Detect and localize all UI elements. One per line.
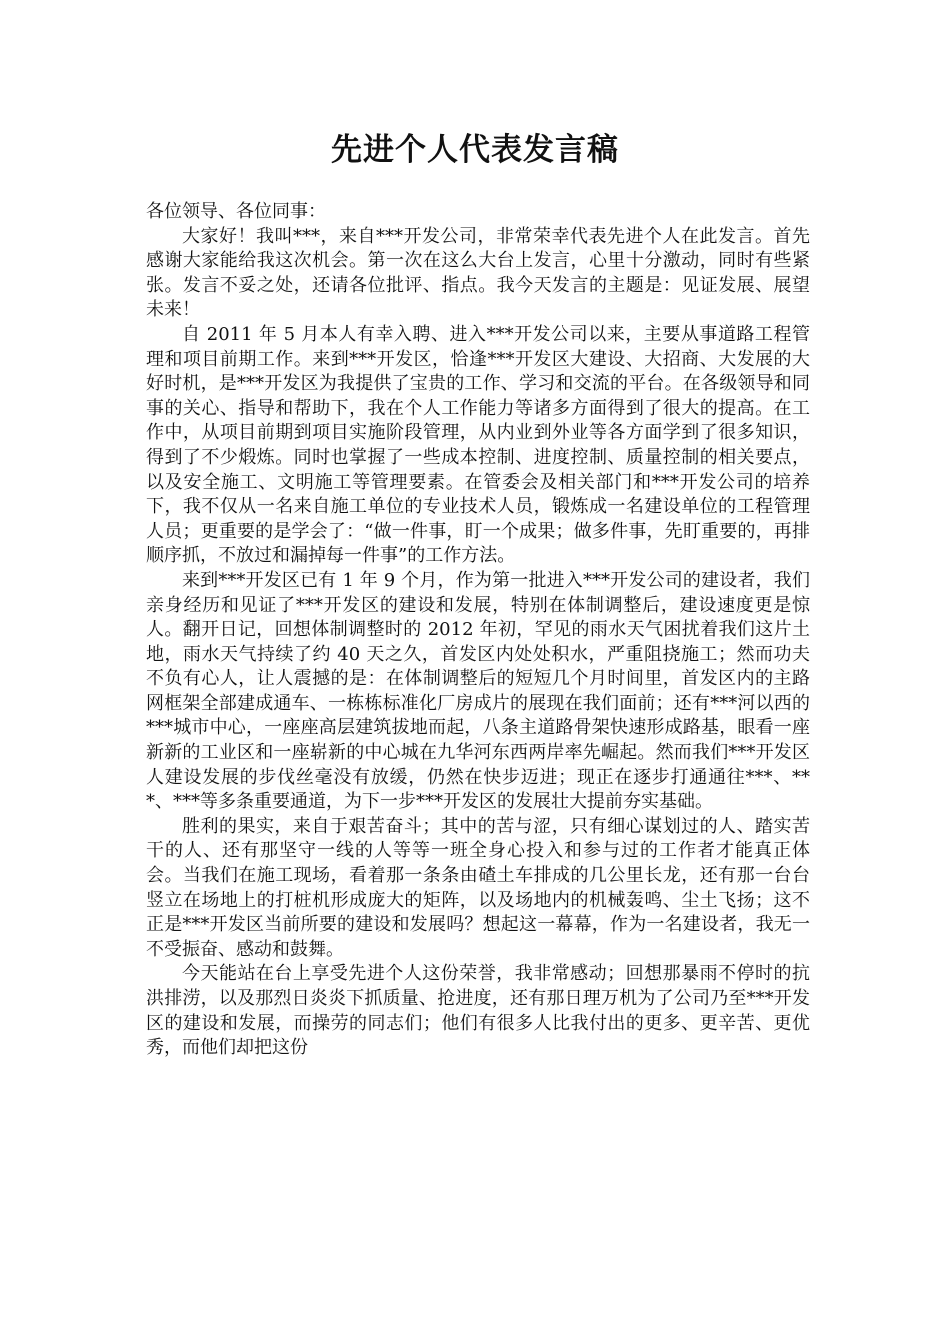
document-title: 先进个人代表发言稿 [331, 132, 619, 168]
paragraph: 胜利的果实，来自于艰苦奋斗；其中的苦与涩，只有细心谋划过的人、踏实苦干的人、还有那坚守一线的人等等一班全身心投入和参与过的工作者才能真正体会。当我们在施工现场，看着那一条条由碴土车排成的几公里长龙，还有那一台台竖立在场地上的打桩机形成庞大的矩阵，以及场地内的机械轰鸣、尘土飞扬；这不正是***开发区当前所要的建设和发展吗？想起这一幕幕，作为一名建设者，我无一不受振奋、感动和鼓舞。 [146, 815, 810, 960]
salutation: 各位领导、各位同事： [146, 201, 326, 222]
paragraph: 自 2011 年 5 月本人有幸入聘、进入***开发公司以来，主要从事道路工程管理和项目前期工作。来到***开发区，恰逢***开发区大建设、大招商、大发展的大好时机，是***开发区为我提供了宝贵的工作、学习和交流的平台。在各级领导和同事的关心、指导和帮助下，我在个人工作能力等诸多方面得到了很大的提高。在工作中，从项目前期到项目实施阶段管理，从内业到外业等各方面学到了很多知识，得到了不少煅炼。同时也掌握了一些成本控制、进度控制、质量控制的相关要点，以及安全施工、文明施工等管理要素。在管委会及相关部门和***开发公司的培养下，我不仅从一名来自施工单位的专业技术人员，锻炼成一名建设单位的工程管理人员；更重要的是学会了：“做一件事，盯一个成果；做多件事，先盯重要的，再排顺序抓，不放过和漏掉每一件事”的工作方法。 [146, 323, 810, 567]
document-body [146, 200, 810, 1061]
paragraph: 来到***开发区已有 1 年 9 个月，作为第一批进入***开发公司的建设者，我们亲身经历和见证了***开发区的建设和发展，特别在体制调整后，建设速度更是惊人。翻开日记，回想体制调整时的 2012 年初，罕见的雨水天气困扰着我们这片土地，雨水天气持续了约 40 天之久，首发区内处处积水，严重阻挠施工；然而功夫不负有心人，让人震撼的是：在体制调整后的短短几个月时间里，首发区内的主路网框架全部建成通车、一栋栋标准化厂房成片的展现在我们面前；还有***河以西的***城市中心，一座座高层建筑拔地而起，八条主道路骨架快速形成路基，眼看一座新新的工业区和一座崭新的中心城在九华河东西两岸率先崛起。然而我们***开发区人建设发展的步伐丝毫没有放缓，仍然在快步迈进；现正在逐步打通通往***、***、***等多条重要通道，为下一步***开发区的发展壮大提前夯实基础。 [146, 569, 810, 813]
paragraph: 今天能站在台上享受先进个人这份荣誉，我非常感动；回想那暴雨不停时的抗洪排涝，以及那烈日炎炎下抓质量、抢进度，还有那日理万机为了公司乃至***开发区的建设和发展，而操劳的同志们；他们有很多人比我付出的更多、更辛苦、更优秀，而他们却把这份 [146, 963, 810, 1059]
paragraph: 大家好！我叫***，来自***开发公司，非常荣幸代表先进个人在此发言。首先感谢大家能给我这次机会。第一次在这么大台上发言，心里十分激动，同时有些紧张。发言不妥之处，还请各位批评、指点。我今天发言的主题是：见证发展、展望未来！ [146, 225, 810, 321]
